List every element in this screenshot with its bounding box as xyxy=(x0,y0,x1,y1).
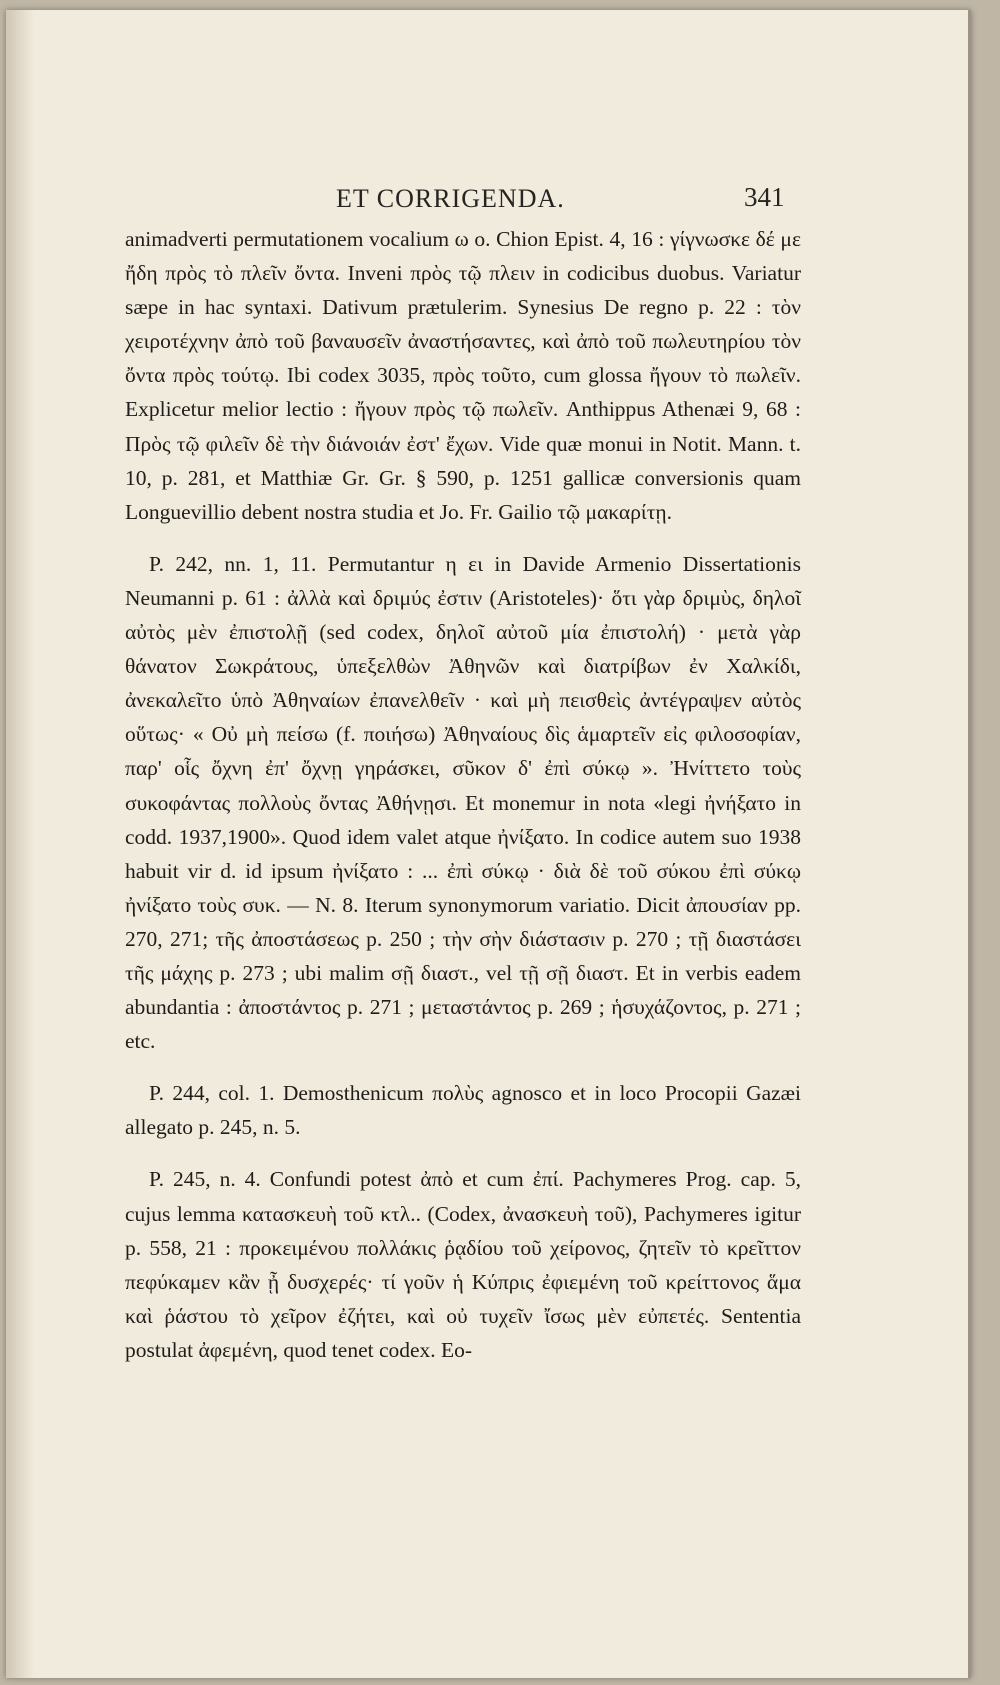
page-gutter-shadow xyxy=(6,10,34,1678)
body-text xyxy=(125,222,801,1367)
paragraph: animadverti permutationem vocalium ω o. Chion Epist. 4, 16 : γίγνωσκε δέ με ἤδη πρὸς τὸ πλεῖν ὄντα. Inveni πρὸς τῷ πλειν in codicibus duobus. Variatur sæpe in hac syntaxi. Dativum prætulerim. Synesius De regno p. 22 : τὸν χειροτέχνην ἀπὸ τοῦ βαναυσεῖν ἀναστήσαντες, καὶ ἀπὸ τοῦ πωλευτηρίου τὸν ὄντα πρὸς τούτῳ. Ibi codex 3035, πρὸς τοῦτο, cum glossa ἤγουν τὸ πωλεῖν. Explicetur melior lectio : ἤγουν πρὸς τῷ πωλεῖν. Anthippus Athenæi 9, 68 : Πρὸς τῷ φιλεῖν δὲ τὴν διάνοιάν ἐστ' ἔχων. Vide quæ monui in Notit. Mann. t. 10, p. 281, et Matthiæ Gr. Gr. § 590, p. 1251 gallicæ conversionis quam Longuevillio debent nostra studia et Jo. Fr. Gailio τῷ μακαρίτῃ. xyxy=(125,227,801,524)
page-header xyxy=(6,178,968,218)
page-number: 341 xyxy=(744,182,785,212)
running-title: ET CORRIGENDA. xyxy=(336,184,565,213)
paragraph: P. 244, col. 1. Demosthenicum πολὺς agnosco et in loco Procopii Gazæi allegato p. 245, n. 5. xyxy=(125,1081,801,1140)
paragraph: P. 242, nn. 1, 11. Permutantur η ει in Davide Armenio Dissertationis Neumanni p. 61 : ἀλλὰ καὶ δριμύς ἐστιν (Aristoteles)· ὅτι γὰρ δριμὺς, δηλοῖ αὐτὸς μὲν ἐπιστολῇ (sed codex, δηλοῖ αὐτοῦ μία ἐπιστολή) · μετὰ γὰρ θάνατον Σωκράτους, ὑπεξελθὼν Ἀθηνῶν καὶ διατρίβων ἐν Χαλκίδι, ἀνεκαλεῖτο ὑπὸ Ἀθηναίων ἐπανελθεῖν · καὶ μὴ πεισθεὶς ἀντέγραψεν αὐτὸς οὕτως· « Οὐ μὴ πείσω (f. ποιήσω) Ἀθηναίους δὶς ἁμαρτεῖν εἰς φιλοσοφίαν, παρ' οἷς ὄχνη ἐπ' ὄχνῃ γηράσκει, σῦκον δ' ἐπὶ σύκῳ ». Ἠνίττετο τοὺς συκοφάντας πολλοὺς ὄντας Ἀθήνῃσι. Et monemur in nota «legi ἠνήξατο in codd. 1937,1900». Quod idem valet atque ἠνίξατο. In codice autem suo 1938 habuit vir d. id ipsum ἠνίξατο : ... ἐπὶ σύκῳ · διὰ δὲ τοῦ σύκου ἐπὶ σύκῳ ἠνίξατο τοὺς συκ. — N. 8. Iterum synonymorum variatio. Dicit ἀπουσίαν pp. 270, 271; τῆς ἀποστάσεως p. 250 ; τὴν σὴν διάστασιν p. 270 ; τῇ διαστάσει τῆς μάχης p. 273 ; ubi malim σῇ διαστ., vel τῇ σῇ διαστ. Et in verbis eadem abundantia : ἀποστάντος p. 271 ; μεταστάντος p. 269 ; ἡσυχάζοντος, p. 271 ; etc. xyxy=(125,551,801,1054)
book-page xyxy=(6,10,971,1678)
paragraph: P. 245, n. 4. Confundi potest ἀπὸ et cum ἐπί. Pachymeres Prog. cap. 5, cujus lemma κατασκευὴ τοῦ κτλ.. (Codex, ἀνασκευὴ τοῦ), Pachymeres igitur p. 558, 21 : προκειμένου πολλάκις ῥᾳδίου τοῦ χείρονος, ζητεῖν τὸ κρεῖττον πεφύκαμεν κἂν ᾖ δυσχερές· τί γοῦν ἡ Κύπρις ἐφιεμένη τοῦ κρείττονος ἅμα καὶ ῥάστου τὸ χεῖρον ἐζήτει, καὶ οὐ τυχεῖν ἴσως μὲν εὐπετές. Sententia postulat ἀφεμένη, quod tenet codex. Eo- xyxy=(125,1167,801,1362)
